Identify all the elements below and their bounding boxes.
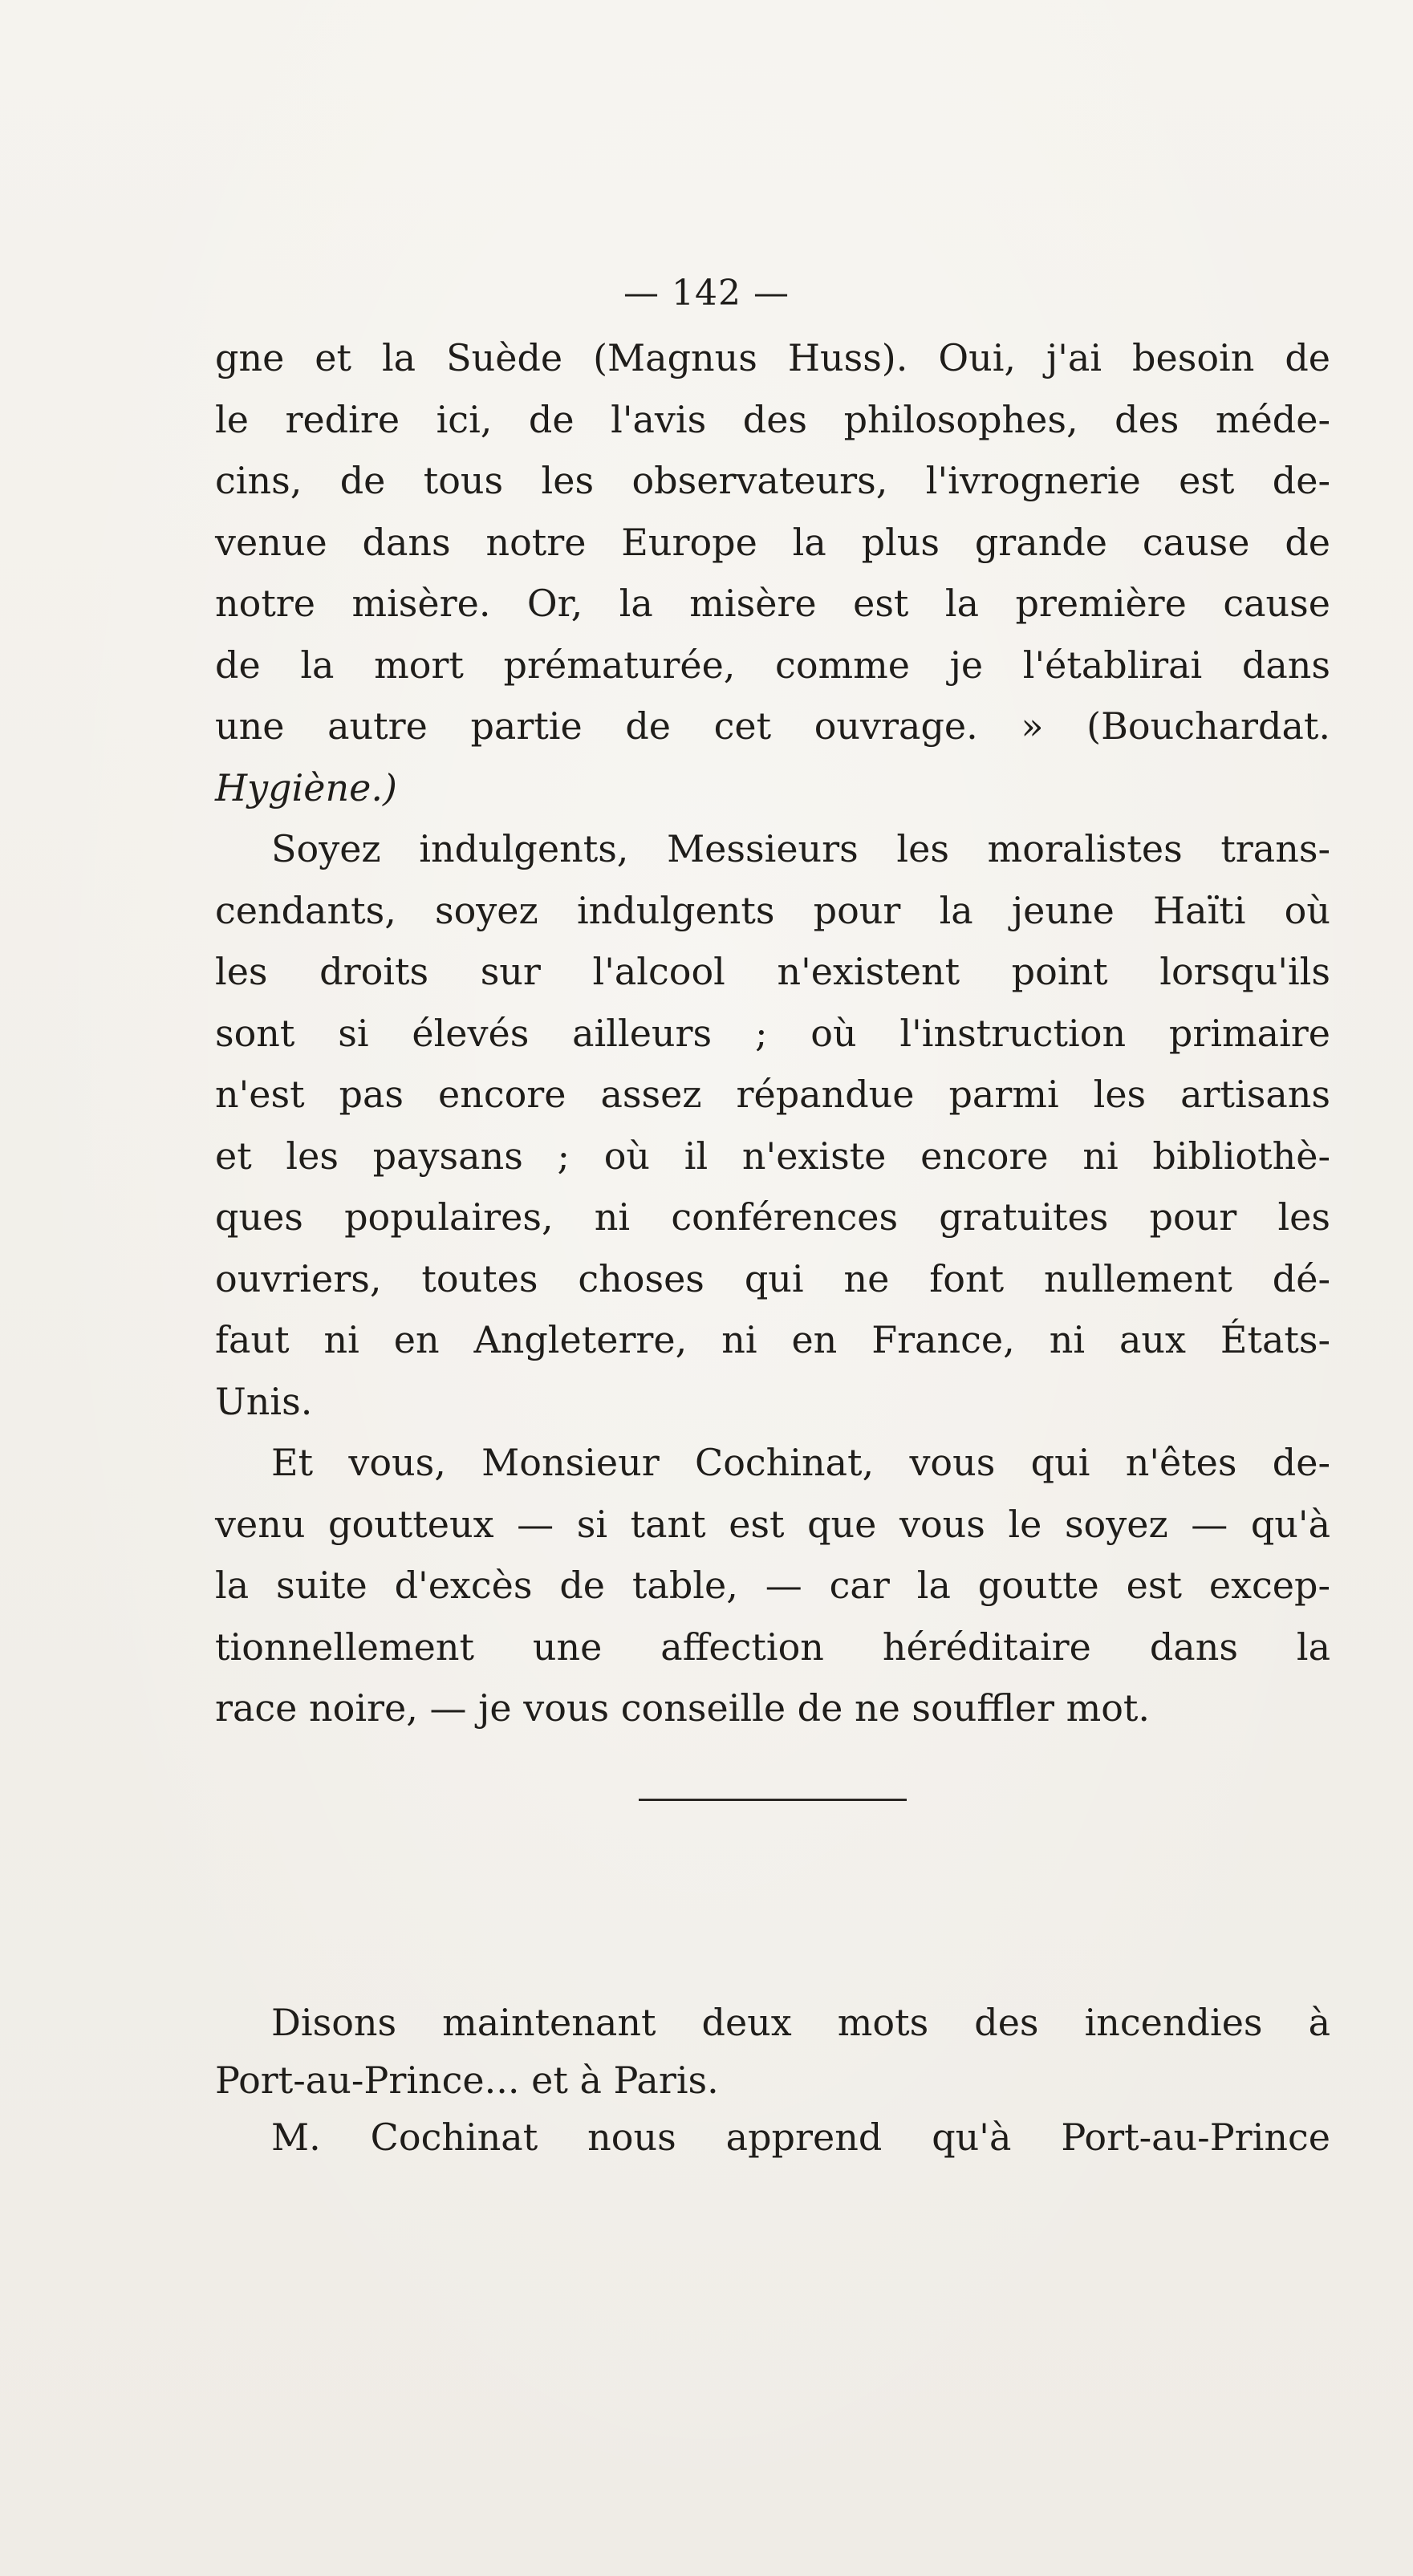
text-line: tionnellement une affection héréditaire dans la	[215, 1625, 1330, 1669]
text-line: cins, de tous les observateurs, l'ivrognerie est de-	[215, 459, 1330, 502]
text-line: M. Cochinat nous apprend qu'à Port-au-Prince	[271, 2116, 1330, 2159]
text-line: ques populaires, ni conférences gratuites pour les	[215, 1195, 1330, 1239]
text-line: sont si élevés ailleurs ; où l'instruction primaire	[215, 1011, 1330, 1055]
text-line: race noire, — je vous conseille de ne souffler mot.	[215, 1686, 1151, 1730]
text-line: une autre partie de cet ouvrage. » (Bouchardat.	[215, 704, 1330, 748]
text-line: Et vous, Monsieur Cochinat, vous qui n'êtes de-	[271, 1441, 1330, 1484]
text-line: la suite d'excès de table, — car la goutte est excep-	[215, 1564, 1330, 1607]
text-line: notre misère. Or, la misère est la première cause	[215, 582, 1330, 625]
text-line: Unis.	[215, 1379, 313, 1423]
text-line: faut ni en Angleterre, ni en France, ni aux États-	[215, 1318, 1330, 1361]
page-body	[215, 327, 1330, 1801]
text-line: Disons maintenant deux mots des incendies à	[271, 2001, 1330, 2044]
text-line: Port-au-Prince... et à Paris.	[215, 2058, 719, 2102]
text-line: gne et la Suède (Magnus Huss). Oui, j'ai besoin de	[215, 336, 1330, 379]
text-line: venu goutteux — si tant est que vous le soyez — qu'à	[215, 1502, 1330, 1546]
text-line: venue dans notre Europe la plus grande cause de	[215, 520, 1330, 564]
page-number: — 142 —	[623, 273, 790, 314]
text-line: et les paysans ; où il n'existe encore ni bibliothè-	[215, 1134, 1330, 1178]
paragraph-1	[215, 327, 1330, 818]
section-divider	[639, 1799, 907, 1801]
text-line: les droits sur l'alcool n'existent point lorsqu'ils	[215, 950, 1330, 993]
paragraph-3	[215, 1432, 1330, 1739]
text-line: Soyez indulgents, Messieurs les moralistes trans-	[271, 827, 1330, 870]
section-2	[215, 1994, 1330, 2167]
paragraph-2	[215, 818, 1330, 1432]
text-line: ouvriers, toutes choses qui ne font nullement dé-	[215, 1256, 1330, 1300]
text-line: de la mort prématurée, comme je l'établirai dans	[215, 643, 1330, 687]
citation-title: Hygiène.)	[215, 765, 397, 809]
text-line: le redire ici, de l'avis des philosophes, des méde-	[215, 397, 1330, 441]
text-line: cendants, soyez indulgents pour la jeune Haïti où	[215, 888, 1330, 932]
text-line: n'est pas encore assez répandue parmi les artisans	[215, 1073, 1330, 1116]
